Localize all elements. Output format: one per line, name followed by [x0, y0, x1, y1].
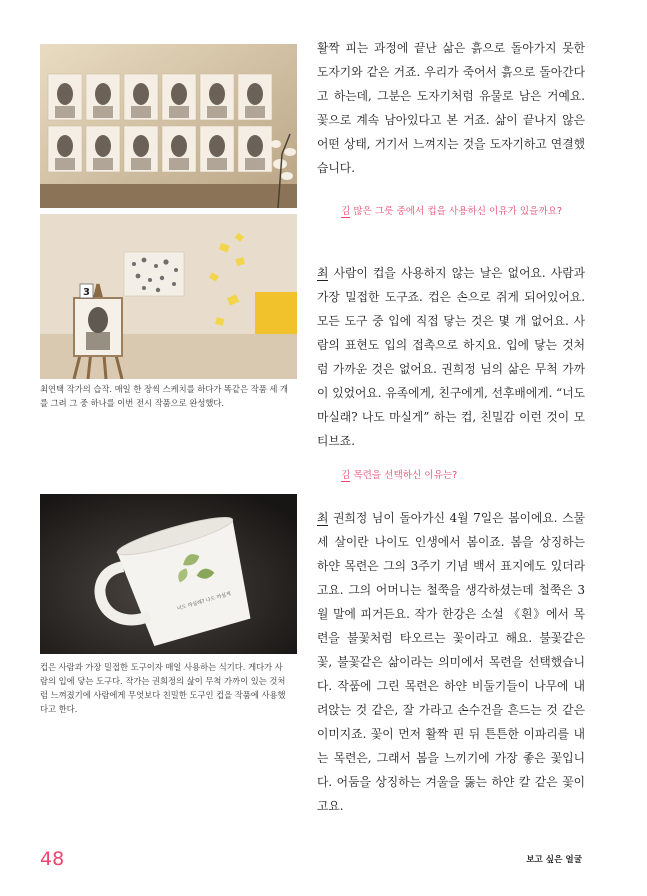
exhibition-wall-photo — [40, 44, 297, 208]
answer-speaker: 최 — [317, 511, 329, 525]
interview-question-1 — [341, 203, 571, 220]
question-text: 목련을 선택하신 이유는? — [350, 470, 458, 481]
page-number: 48 — [40, 848, 65, 870]
interview-answer-1 — [317, 261, 585, 453]
interview-answer-2 — [317, 506, 585, 818]
magazine-section-title: 보고 싶은 얼굴 — [526, 855, 582, 865]
easel-number-sign: 3 — [83, 287, 90, 298]
interview-question-2 — [341, 467, 571, 484]
answer-text: 권희정 님이 돌아가신 4월 7일은 봄이에요. 스물세 살이란 나이도 인생에서 봄이죠. 봄을 상징하는 하얀 목련은 그의 3주기 기념 백서 표지에도 있더라고요. 그의 어머니는 철쭉을 생각하셨는데 철쭉은 3월 말에 피거든요. 작가 한강은 소설 《흰》에서 목련을 불꽃처럼 타오르는 꽃이라고 해요. 불꽃같은 꽃, 불꽃같은 삶이라는 의미에서 목련을 선택했습니다. 작품에 그린 목련은 하얀 비둘기들이 나무에 내려앉는 것 같은, 잘 가라고 손수건을 흔드는 것 같은 이미지죠. 꽃이 먼저 활짝 핀 뒤 튼튼한 이파리를 내는 목련은, 그래서 봄을 느끼기에 가장 좋은 꽃입니다. 어둠을 상징하는 겨울을 뚫는 하얀 칼 같은 꽃이고요. — [317, 511, 585, 813]
cup-inscription: 너도 마실래? 나도 마실게 — [176, 591, 232, 613]
question-speaker: 김 — [341, 206, 351, 217]
answer-text: 사람이 컵을 사용하지 않는 날은 없어요. 사람과 가장 밀접한 도구죠. 컵은 손으로 쥐게 되어있어요. 모든 도구 중 입에 직접 닿는 것은 몇 개 없어요. 사람의 표현도 입의 접촉으로 하지요. 입에 닿는 것처럼 가까운 것은 없어요. 권희정 님의 삶은 무척 가까이 있었어요. 유족에게, 친구에게, 선후배에게. “너도 마실래? 나도 마실게” 하는 컵, 친밀감 이런 것이 모티브죠. — [317, 266, 585, 448]
question-speaker: 김 — [341, 470, 351, 481]
article-paragraph-1 — [317, 36, 585, 180]
answer-speaker: 최 — [317, 266, 329, 280]
photo-caption-cup: 컵은 사람과 가장 밀접한 도구이자 매일 사용하는 식기다. 게다가 사람의 입에 닿는 도구다. 작가는 권희정의 삶이 무척 가까이 있는 것처럼 느껴졌기에 사람에게 무엇보다 친밀한 도구인 컵을 작품에 사용했다고 한다. — [40, 662, 286, 714]
magnolia-cup-photo — [40, 494, 297, 654]
easel-sketch-photo — [40, 214, 297, 379]
article-paragraph-text: 활짝 피는 과정에 끝난 삶은 흙으로 돌아가지 못한 도자기와 같은 거죠. 우리가 죽어서 흙으로 돌아간다고 하는데, 그분은 도자기처럼 유물로 남은 거예요. 꽃으로 계속 남아있다고 본 거죠. 삶이 끝나지 않은 어떤 상태, 거기서 느껴지는 것을 도자기하고 연결했습니다. — [317, 41, 585, 175]
photo-caption-sketch: 최연택 작가의 습작. 매일 한 장씩 스케치를 하다가 똑같은 작품 세 개를 그려 그 중 하나를 이번 전시 작품으로 완성했다. — [40, 384, 289, 408]
question-text: 많은 그릇 중에서 컵을 사용하신 이유가 있을까요? — [350, 206, 563, 217]
